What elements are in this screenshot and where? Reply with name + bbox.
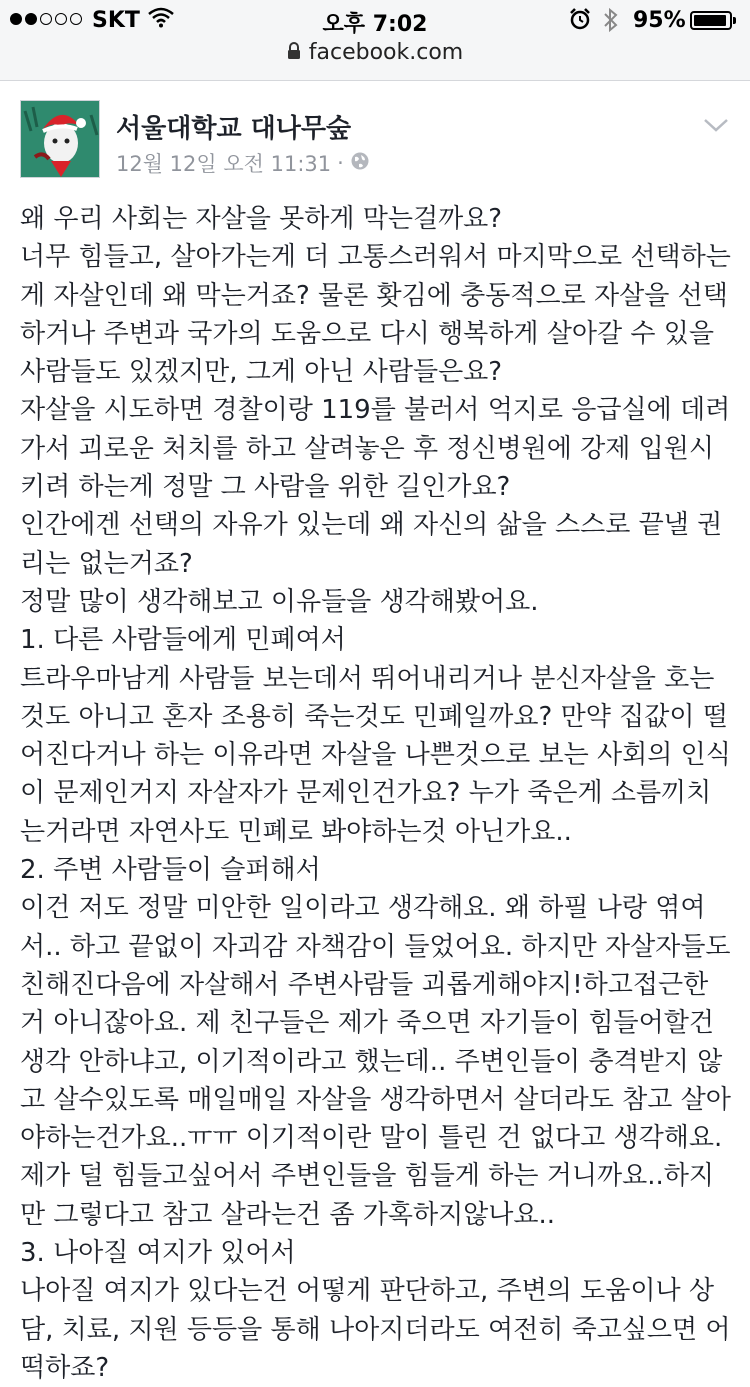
lock-icon xyxy=(287,41,301,66)
post-timestamp[interactable]: 12월 12일 오전 11:31 xyxy=(116,152,332,176)
globe-icon xyxy=(350,151,370,176)
carrier-label: SKT xyxy=(92,8,140,33)
meta-separator: · xyxy=(337,151,344,175)
post-meta xyxy=(116,148,370,178)
post-section-heading: 1. 다른 사람들에게 민폐여서 xyxy=(20,625,346,656)
post-paragraph: 너무 힘들고, 살아가는게 더 고통스러워서 마지막으로 선택하는게 자살인데 왜 막는거죠? 물론 홧김에 충동적으로 자살을 선택하거나 주변과 국가의 도움으로 다시 행복하게 살아갈 수 있을 사람들도 있겠지만, 그게 아닌 사람들은요? xyxy=(20,242,731,388)
post-header xyxy=(20,100,730,180)
status-bar xyxy=(0,0,750,40)
post-paragraph: 나아질 여지가 있다는건 어떻게 판단하고, 주변의 도움이나 상담, 치료, 지원 등등을 통해 나아지더라도 여전히 죽고싶으면 어떡하죠? xyxy=(20,1276,731,1383)
alarm-icon xyxy=(568,7,592,37)
post-paragraph: 왜 우리 사회는 자살을 못하게 막는걸까요? xyxy=(20,204,503,234)
chevron-down-icon[interactable] xyxy=(702,116,730,138)
page-name[interactable]: 서울대학교 대나무숲 xyxy=(116,114,352,144)
status-time: 오후 7:02 xyxy=(322,12,428,37)
post-paragraph: 트라우마남게 사람들 보는데서 뛰어내리거나 분신자살을 호는것도 아니고 혼자 조용히 죽는것도 민폐일까요? 만약 집값이 떨어진다거나 하는 이유라면 자살을 나쁜것으로 보는 사회의 인식이 문제인거지 자살자가 문제인건가요? 누가 죽은게 소름끼치는거라면 자연사도 민폐로 봐야하는것 아닌가요.. xyxy=(20,663,731,847)
address-bar[interactable] xyxy=(0,40,750,74)
post-paragraph: 인간에겐 선택의 자유가 있는데 왜 자신의 삶을 스스로 끝낼 권리는 없는거죠? xyxy=(20,510,723,579)
url-domain: facebook.com xyxy=(308,40,464,65)
post-paragraph: 정말 많이 생각해보고 이유들을 생각해봤어요. xyxy=(20,586,539,617)
post-section-heading: 2. 주변 사람들이 슬퍼해서 xyxy=(20,855,321,886)
battery-percent: 95% xyxy=(633,8,686,33)
page-avatar[interactable] xyxy=(20,100,100,178)
post-paragraph: 자살을 시도하면 경찰이랑 119를 불러서 억지로 응급실에 데려가서 괴로운 처치를 하고 살려놓은 후 정신병원에 강제 입원시키려 하는게 정말 그 사람을 위한 길인가요? xyxy=(20,395,731,503)
post-body xyxy=(20,200,732,1387)
battery-icon xyxy=(690,11,732,30)
bluetooth-icon xyxy=(602,7,620,39)
post-section-heading: 3. 나아질 여지가 있어서 xyxy=(20,1238,296,1269)
browser-top-bar xyxy=(0,0,750,81)
post-paragraph: 이건 저도 정말 미안한 일이라고 생각해요. 왜 하필 나랑 엮여서.. 하고 끝없이 자괴감 자책감이 들었어요. 하지만 자살자들도 친해진다음에 자살해서 주변사람들 괴롭게해야지!하고접근한거 아니잖아요. 제 친구들은 제가 죽으면 자기들이 힘들어할건 생각 안하냐고, 이기적이라고 했는데.. 주변인들이 충격받지 않고 살수있도록 매일매일 자살을 생각하면서 살더라도 참고 살아야하는건가요..ㅠㅠ 이기적이란 말이 틀린 건 없다고 생각해요. 제가 덜 힘들고싶어서 주변인들을 힘들게 하는 거니까요..하지만 그렇다고 참고 살라는건 좀 가혹하지않나요.. xyxy=(20,893,731,1230)
